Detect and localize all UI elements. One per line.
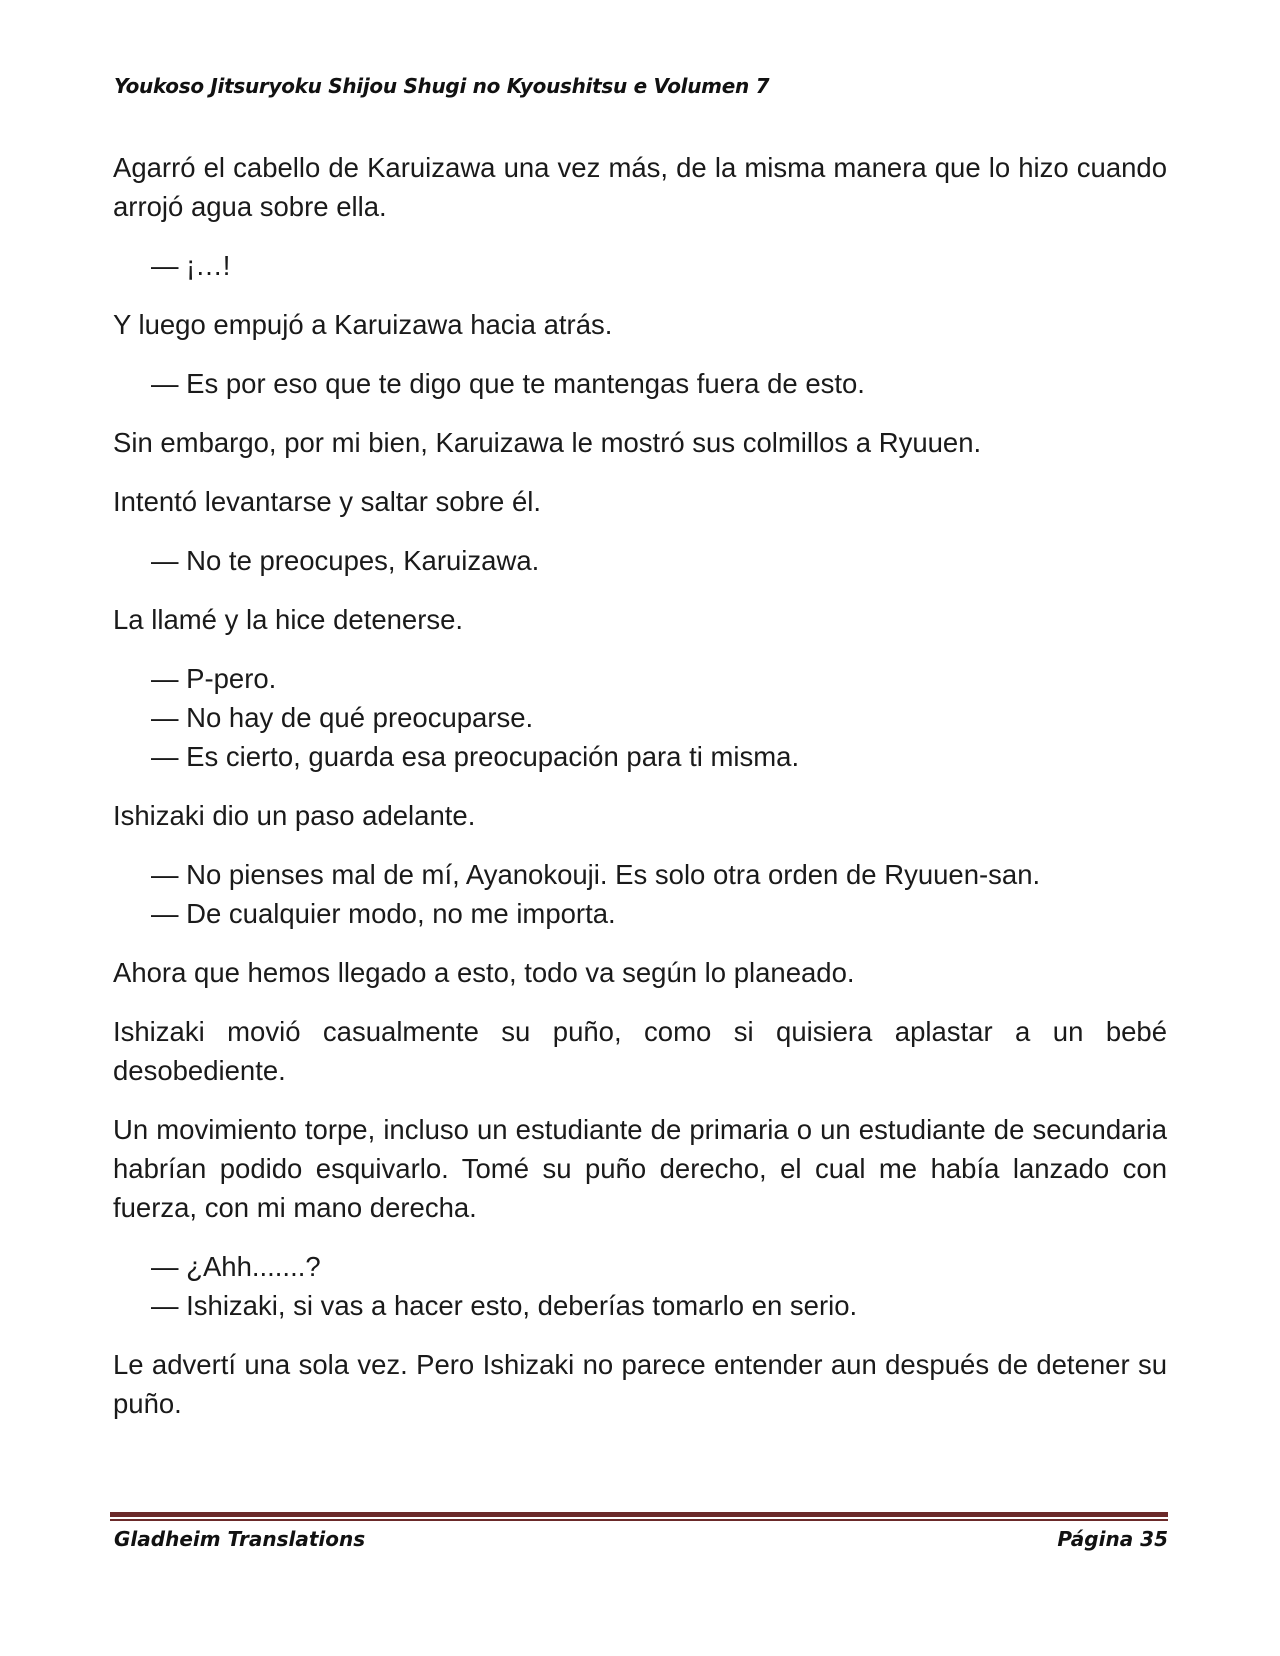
dialogue-group [151,1247,1167,1325]
dialogue-line: — P-pero. [151,663,277,694]
dialogue-line: — Es por eso que te digo que te mantengas fuera de esto. [151,368,865,399]
paragraph: Sin embargo, por mi bien, Karuizawa le mostró sus colmillos a Ryuuen. [113,427,982,458]
paragraph: Un movimiento torpe, incluso un estudiante de primaria o un estudiante de secundaria habrían podido esquivarlo. Tomé su puño derecho, el cual me había lanzado con fuerza, con mi mano derecha. [113,1114,1167,1223]
dialogue-group [151,855,1167,933]
running-header-title: Youkoso Jitsuryoku Shijou Shugi no Kyoushitsu e Volumen 7 [114,74,770,98]
footer-page-number: Página 35 [1057,1527,1168,1551]
dialogue-line: — No pienses mal de mí, Ayanokouji. Es solo otra orden de Ryuuen-san. [151,859,1041,890]
paragraph: La llamé y la hice detenerse. [113,604,464,635]
dialogue-line: — Ishizaki, si vas a hacer esto, deberías tomarlo en serio. [151,1290,858,1321]
dialogue-line: — No te preocupes, Karuizawa. [151,545,540,576]
paragraph: Ishizaki movió casualmente su puño, como si quisiera aplastar a un bebé desobediente. [113,1016,1167,1086]
paragraph: Ahora que hemos llegado a esto, todo va según lo planeado. [113,957,855,988]
footer-rule-thick [110,1512,1168,1517]
dialogue-line: — Es cierto, guarda esa preocupación para ti misma. [151,741,800,772]
dialogue-group [151,364,1167,403]
dialogue-line: — No hay de qué preocuparse. [151,702,534,733]
paragraph: Ishizaki dio un paso adelante. [113,800,476,831]
paragraph: Intentó levantarse y saltar sobre él. [113,486,542,517]
dialogue-line: — ¡…! [151,250,231,281]
paragraph: Y luego empujó a Karuizawa hacia atrás. [113,309,613,340]
paragraph: Agarró el cabello de Karuizawa una vez más, de la misma manera que lo hizo cuando arrojó agua sobre ella. [113,152,1167,222]
dialogue-group [151,659,1167,776]
dialogue-group [151,541,1167,580]
footer-rule [110,1512,1168,1521]
body-text [113,148,1167,1443]
footer-publisher: Gladheim Translations [114,1527,366,1551]
footer-rule-thin [110,1519,1168,1521]
paragraph: Le advertí una sola vez. Pero Ishizaki no parece entender aun después de detener su puño. [113,1349,1167,1419]
dialogue-group [151,246,1167,285]
dialogue-line: — De cualquier modo, no me importa. [151,898,616,929]
dialogue-line: — ¿Ahh.......? [151,1251,321,1282]
